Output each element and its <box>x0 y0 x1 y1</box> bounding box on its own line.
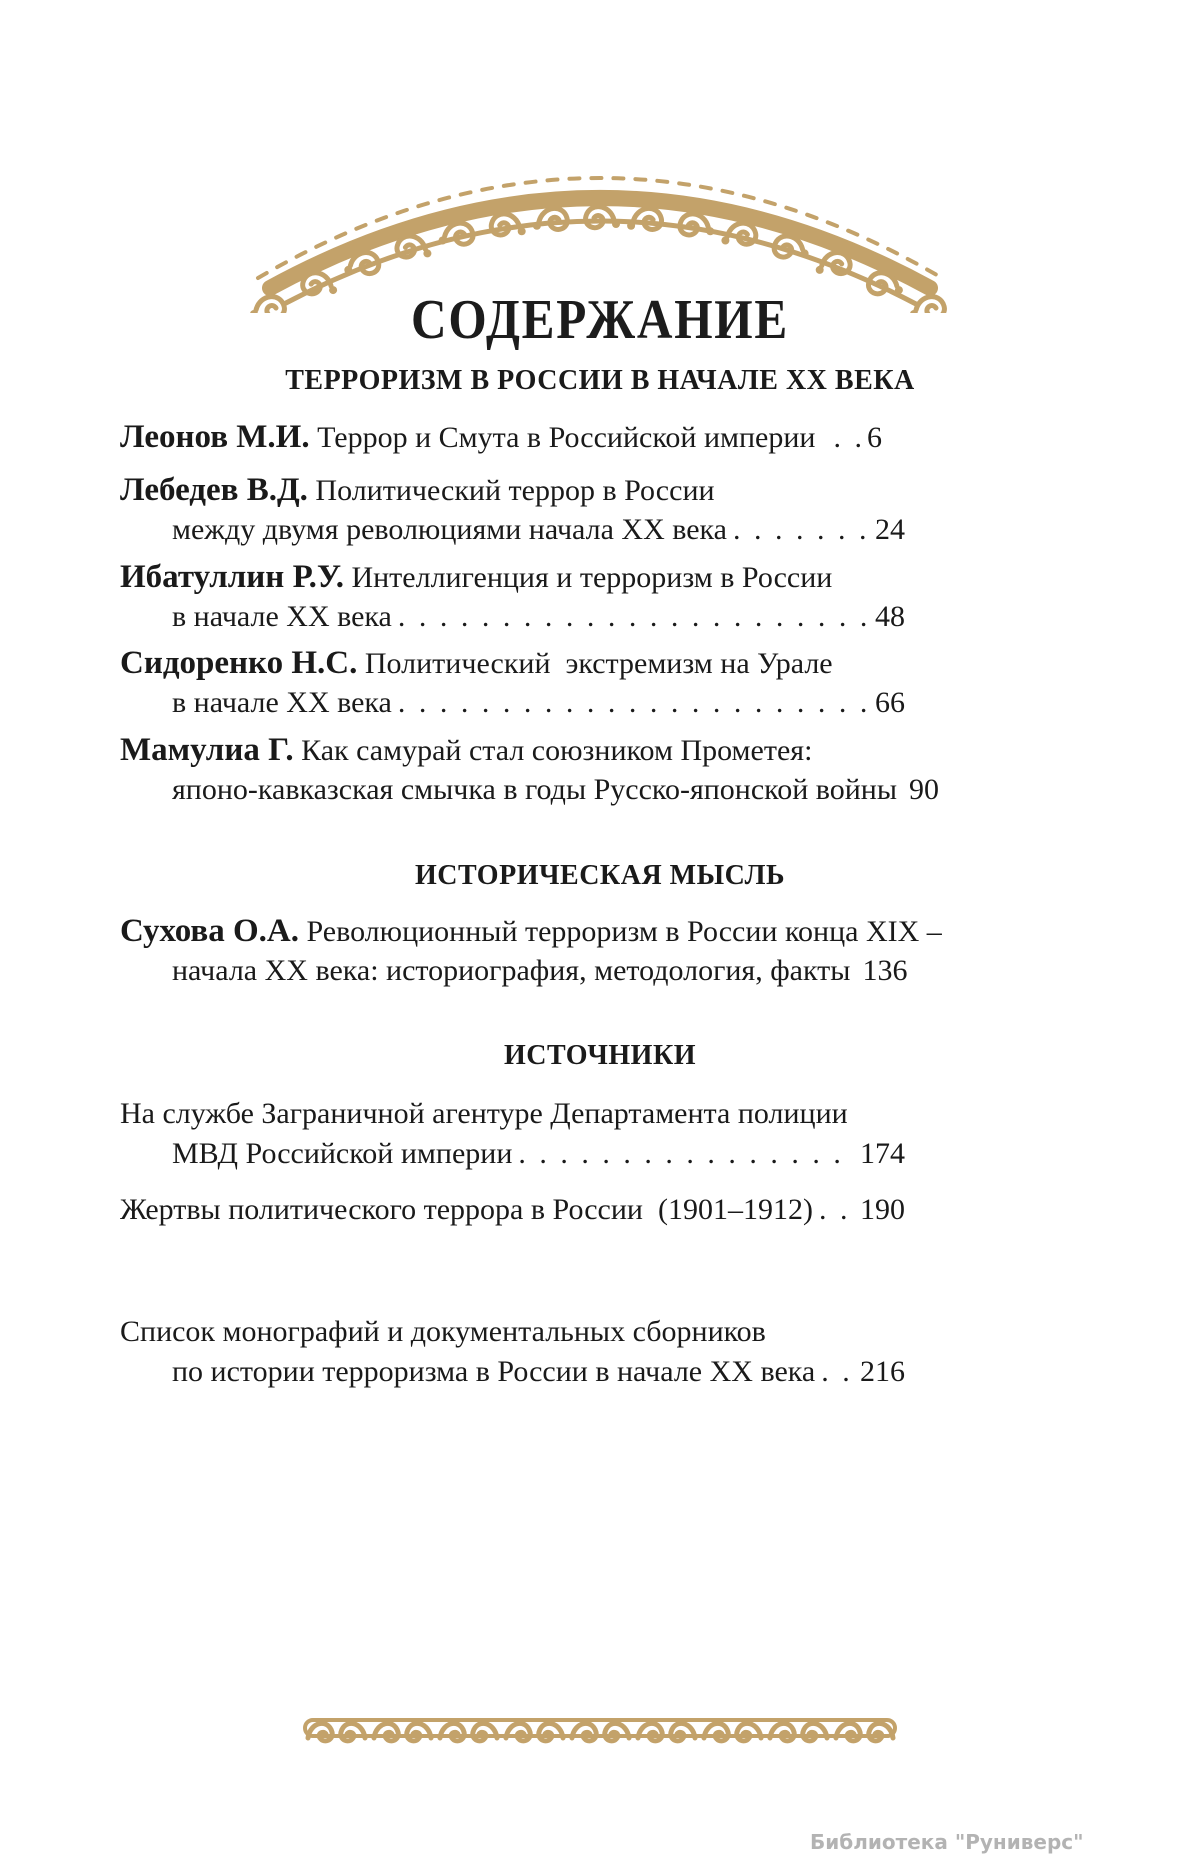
page-title: СОДЕРЖАНИЕ <box>410 289 790 351</box>
entry-page-number: 174 <box>860 1137 905 1170</box>
leader-dots <box>821 1352 854 1392</box>
entry-author: Сухова О.А. <box>120 913 300 949</box>
toc-entry[interactable] <box>120 730 1080 810</box>
entry-title-continuation: по истории терроризма в России в начале ХХ века <box>172 1355 816 1388</box>
leader-dots <box>518 1134 854 1174</box>
entry-page-number: 24 <box>875 513 905 546</box>
toc-entry[interactable] <box>120 911 1080 991</box>
entry-title: Политический экстремизм на Урале <box>364 647 833 680</box>
arched-floral-ornament-icon <box>240 128 960 313</box>
entry-author: Сидоренко Н.С. <box>120 645 358 681</box>
entry-author: Леонов М.И. <box>120 419 310 455</box>
entry-author: Ибатуллин Р.У. <box>120 559 344 595</box>
entry-title-continuation: в начале ХХ века <box>172 686 392 719</box>
entry-title: Политический террор в России <box>315 474 715 507</box>
leader-dots <box>819 1190 854 1230</box>
entry-page-number: 190 <box>860 1193 905 1226</box>
leader-dots <box>398 597 869 637</box>
entry-title: Интеллигенция и терроризм в России <box>351 561 833 594</box>
toc-entry[interactable] <box>120 557 1080 637</box>
entry-title-continuation: начала ХХ века: историография, методология, факты <box>172 954 851 987</box>
section-heading-terrorism: ТЕРРОРИЗМ В РОССИИ В НАЧАЛЕ ХХ ВЕКА <box>285 365 915 396</box>
toc-entry[interactable] <box>120 470 1080 550</box>
toc-entry[interactable] <box>120 1094 1080 1174</box>
entry-title-continuation: МВД Российской империи <box>172 1137 513 1170</box>
entry-title: Список монографий и документальных сборников <box>120 1315 766 1348</box>
toc-entry-appendix[interactable] <box>120 1312 1080 1392</box>
entry-title-continuation: между двумя революциями начала ХХ века <box>172 513 727 546</box>
entry-page-number: 48 <box>875 600 905 633</box>
entry-title-continuation: в начале ХХ века <box>172 600 392 633</box>
entry-title: Террор и Смута в Российской империи <box>317 421 816 454</box>
entry-title-continuation: японо-кавказская смычка в годы Русско-японской войны <box>172 773 898 806</box>
entry-page-number: 90 <box>909 773 940 806</box>
section-heading-historical-thought: ИСТОРИЧЕСКАЯ МЫСЛЬ <box>415 860 785 891</box>
leader-dots <box>733 510 869 550</box>
entry-page-number: 136 <box>862 954 908 987</box>
entry-author: Лебедев В.Д. <box>120 472 308 508</box>
entry-page-number: 216 <box>860 1355 905 1388</box>
toc-entry[interactable] <box>120 1190 1080 1230</box>
leader-dots <box>398 683 869 723</box>
section-heading-sources: ИСТОЧНИКИ <box>503 1040 697 1071</box>
toc-entry[interactable] <box>120 417 1080 457</box>
entry-title: Как самурай стал союзником Прометея: <box>301 734 813 767</box>
floral-border-ornament-icon <box>295 1698 905 1758</box>
library-watermark: Библиотека "Руниверс" <box>810 1830 1084 1854</box>
entry-page-number: 6 <box>867 421 882 454</box>
entry-title: Революционный терроризм в России конца XIX – <box>306 915 942 948</box>
entry-page-number: 66 <box>875 686 905 719</box>
toc-entry[interactable] <box>120 643 1080 723</box>
entry-title: На службе Заграничной агентуре Департамента полиции <box>120 1097 848 1130</box>
leader-dots <box>833 418 861 458</box>
entry-author: Мамулиа Г. <box>120 732 294 768</box>
entry-title: Жертвы политического террора в России (1901–1912) <box>120 1193 813 1226</box>
